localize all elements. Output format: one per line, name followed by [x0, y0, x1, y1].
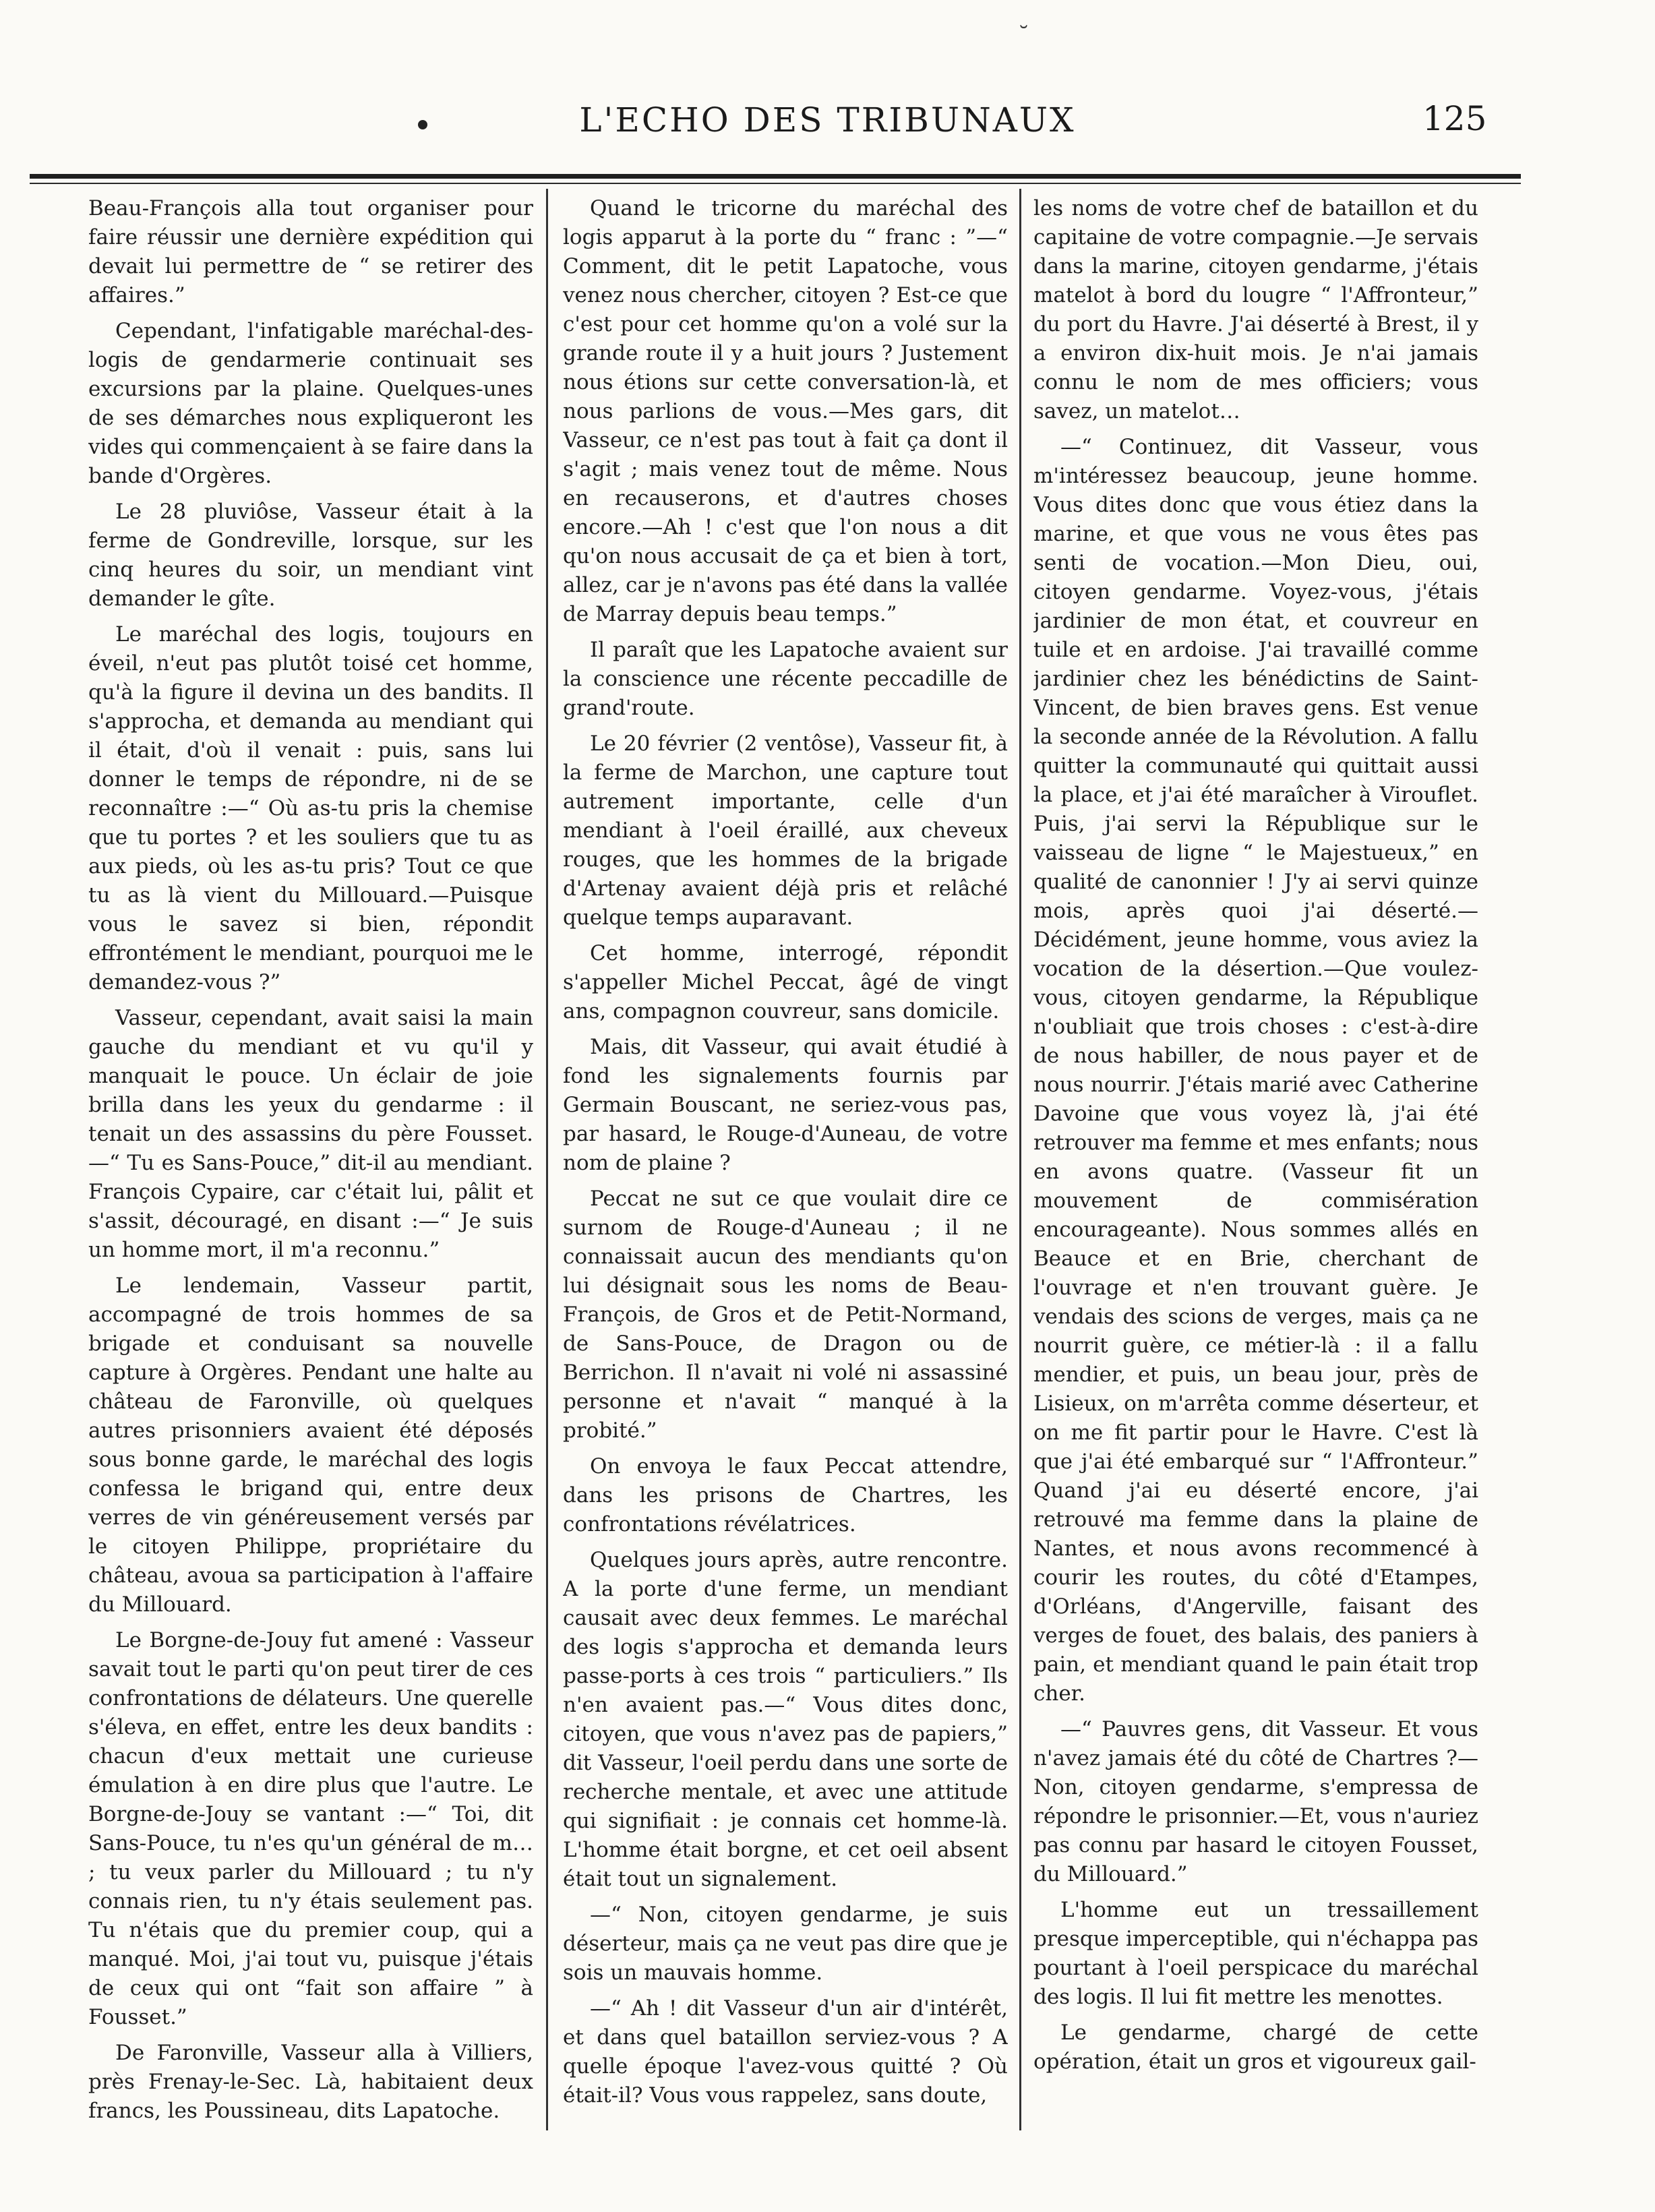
paragraph: Vasseur, cependant, avait saisi la main gauche du mendiant et vu qu'il y manquait le pouce. Un éclair de joie brilla dans les yeux du gendarme : il tenait un des assassins du père Fousset.—“ Tu es Sans-Pouce,” dit-il au mendiant. François Cypaire, car c'était lui, pâlit et s'assit, découragé, en disant :—“ Je suis un homme mort, il m'a reconnu.” — [88, 1006, 533, 1262]
running-head: L'ECHO DES TRIBUNAUX — [579, 100, 1076, 140]
paragraph: —“ Continuez, dit Vasseur, vous m'intéressez beaucoup, jeune homme. Vous dites donc que vous étiez dans la marine, et que vous ne vous êtes pas senti de vocation.—Mon Dieu, oui, citoyen gendarme. Voyez-vous, j'étais jardinier de mon état, et couvreur en tuile et en ardoise. J'ai travaillé comme jardinier chez les bénédictins de Saint-Vincent, de bien braves gens. Est venue la seconde année de la Révolution. A fallu quitter la communauté qui quittait aussi la place, et j'ai été maraîcher à Virouflet. Puis, j'ai servi la République sur le vaisseau de ligne “ le Majestueux,” en qualité de canonnier ! J'y ai servi quinze mois, après quoi j'ai déserté.—Décidément, jeune homme, vous aviez la vocation de la désertion.—Que voulez-vous, citoyen gendarme, la République n'oubliait que trois choses : c'est-à-dire de nous habiller, de nous payer et de nous nourrir. J'étais marié avec Catherine Davoine que vous voyez là, j'ai été retrouver ma femme et mes enfants; nous en avons quatre. (Vasseur fit un mouvement de commisération encourageante). Nous sommes allés en Beauce et en Brie, cherchant de l'ouvrage et n'en trouvant guère. Je vendais des scions de verges, mais ça ne nourrit guère, ce métier-là : il a fallu mendier, et puis, un beau jour, près de Lisieux, on m'arrêta comme déserteur, et on me fit partir pour le Havre. C'est là que j'ai été embarqué sur “ l'Affronteur.” Quand j'ai eu déserté encore, j'ai retrouvé ma femme dans la plaine de Nantes, et nous avons recommencé à courir les routes, du côté d'Etampes, d'Orléans, d'Angerville, faisant des verges de fouet, des balais, des paniers à pain, et mendiant quand le pain était trop cher. — [1033, 435, 1478, 1706]
paragraph: Quand le tricorne du maréchal des logis apparut à la porte du “ franc : ”—“ Comment, dit le petit Lapatoche, vous venez nous chercher, citoyen ? Est-ce que c'est pour cet homme qu'on a volé sur la grande route il y a huit jours ? Justement nous étions sur cette conversation-là, et nous parlions de vous.—Mes gars, dit Vasseur, ce n'est pas tout à fait ça dont il s'agit ; mais venez tout de même. Nous en recauserons, et d'autres choses encore.—Ah ! c'est que l'on nous a dit qu'on nous accusait de ça et bien à tort, allez, car je n'avons pas été dans la vallée de Marray depuis beau temps.” — [563, 196, 1008, 626]
paragraph: Le gendarme, chargé de cette opération, était un gros et vigoureux gail- — [1033, 2021, 1478, 2074]
paragraph: —“ Non, citoyen gendarme, je suis déserteur, mais ça ne veut pas dire que je sois un mauvais homme. — [563, 1903, 1008, 1985]
paragraph: —“ Ah ! dit Vasseur d'un air d'intérêt, et dans quel bataillon serviez-vous ? A quelle époque l'avez-vous quitté ? Où était-il? Vous vous rappelez, sans doute, — [563, 1996, 1008, 2108]
paragraph: Le maréchal des logis, toujours en éveil, n'eut pas plutôt toisé cet homme, qu'à la figure il devina un des bandits. Il s'approcha, et demanda au mendiant qui il était, d'où il venait : puis, sans lui donner le temps de répondre, ni de se reconnaître :—“ Où as-tu pris la chemise que tu portes ? et les souliers que tu as aux pieds, où les as-tu pris? Tout ce que tu as là vient du Millouard.—Puisque vous le savez si bien, répondit effrontément le mendiant, pourquoi me le demandez-vous ?” — [88, 622, 533, 994]
paragraph: Le Borgne-de-Jouy fut amené : Vasseur savait tout le parti qu'on peut tirer de ces confrontations de délateurs. Une querelle s'éleva, en effet, entre les deux bandits : chacun d'eux mettait une curieuse émulation à en dire plus que l'autre. Le Borgne-de-Jouy se vantant :—“ Toi, dit Sans-Pouce, tu n'es qu'un général de m… ; tu veux parler du Millouard ; tu n'y connais rien, tu n'y étais seulement pas. Tu n'étais que du premier coup, qui a manqué. Moi, j'ai tout vu, puisque j'étais de ceux qui ont “fait son affaire ” à Fousset.” — [88, 1628, 533, 2029]
text-column-2 — [563, 194, 1008, 2139]
column-divider — [546, 189, 548, 2130]
text-column-3 — [1033, 194, 1478, 2139]
paragraph: De Faronville, Vasseur alla à Villiers, près Frenay-le-Sec. Là, habitaient deux francs, les Poussineau, dits Lapatoche. — [88, 2041, 533, 2123]
paragraph: Le 28 pluviôse, Vasseur était à la ferme de Gondreville, lorsque, sur les cinq heures du soir, un mendiant vint demander le gîte. — [88, 500, 533, 611]
header-rule-thin — [30, 183, 1521, 184]
paragraph: Quelques jours après, autre rencontre. A la porte d'une ferme, un mendiant causait avec deux femmes. Le maréchal des logis s'approcha et demanda leurs passe-ports à ces trois “ particuliers.” Ils n'en avaient pas.—“ Vous dites donc, citoyen, que vous n'avez pas de papiers,” dit Vasseur, l'oeil perdu dans une sorte de recherche mentale, et avec une attitude qui signifiait : je connais cet homme-là. L'homme était borgne, et cet oeil absent était tout un signalement. — [563, 1548, 1008, 1891]
text-column-1 — [88, 194, 533, 2139]
paragraph: —“ Pauvres gens, dit Vasseur. Et vous n'avez jamais été du côté de Chartres ?—Non, citoyen gendarme, s'empressa de répondre le prisonnier.—Et, vous n'auriez pas connu par hasard le citoyen Fousset, du Millouard.” — [1033, 1717, 1478, 1886]
paragraph: Cependant, l'infatigable maréchal-des-logis de gendarmerie continuait ses excursions par la plaine. Quelques-unes de ses démarches nous expliqueront les vides qui commençaient à se faire dans la bande d'Orgères. — [88, 319, 533, 488]
paragraph: Peccat ne sut ce que voulait dire ce surnom de Rouge-d'Auneau ; il ne connaissait aucun des mendiants qu'on lui désignait sous les noms de Beau-François, de Gros et de Petit-Normand, de Sans-Pouce, de Dragon ou de Berrichon. Il n'avait ni volé ni assassiné personne et n'avait “ manqué à la probité.” — [563, 1187, 1008, 1443]
column-divider — [1019, 189, 1021, 2130]
paragraph: L'homme eut un tressaillement presque imperceptible, qui n'échappa pas pourtant à l'oeil perspicace du maréchal des logis. Il lui fit mettre les menottes. — [1033, 1898, 1478, 2009]
paragraph: Le lendemain, Vasseur partit, accompagné de trois hommes de sa brigade et conduisant sa nouvelle capture à Orgères. Pendant une halte au château de Faronville, où quelques autres prisonniers avaient été déposés sous bonne garde, le maréchal des logis confessa le brigand qui, entre deux verres de vin généreusement versés par le citoyen Philippe, propriétaire du château, avoua sa participation à l'affaire du Millouard. — [88, 1274, 533, 1617]
paragraph: Cet homme, interrogé, répondit s'appeller Michel Peccat, âgé de vingt ans, compagnon couvreur, sans domicile. — [563, 941, 1008, 1023]
paragraph: Mais, dit Vasseur, qui avait étudié à fond les signalements fournis par Germain Bouscant, ne seriez-vous pas, par hasard, le Rouge-d'Auneau, de votre nom de plaine ? — [563, 1035, 1008, 1175]
paragraph: On envoya le faux Peccat attendre, dans les prisons de Chartres, les confrontations révélatrices. — [563, 1454, 1008, 1536]
paragraph: Beau-François alla tout organiser pour faire réussir une dernière expédition qui devait lui permettre de “ se retirer des affaires.” — [88, 196, 533, 307]
page-number: 125 — [1422, 99, 1487, 138]
paragraph: Le 20 février (2 ventôse), Vasseur fit, à la ferme de Marchon, une capture tout autrement importante, celle d'un mendiant à l'oeil éraillé, aux cheveux rouges, que les hommes de la brigade d'Artenay avaient déjà pris et relâché quelque temps auparavant. — [563, 731, 1008, 930]
header-rule — [30, 174, 1521, 179]
paragraph: Il paraît que les Lapatoche avaient sur la conscience une récente peccadille de grand'route. — [563, 638, 1008, 720]
stray-mark: ˘ — [1018, 22, 1029, 49]
paragraph: les noms de votre chef de bataillon et du capitaine de votre compagnie.—Je servais dans la marine, citoyen gendarme, j'étais matelot à bord du lougre “ l'Affronteur,” du port du Havre. J'ai déserté à Brest, il y a environ dix-huit mois. Je n'ai jamais connu le nom de mes officiers; vous savez, un matelot… — [1033, 196, 1478, 423]
